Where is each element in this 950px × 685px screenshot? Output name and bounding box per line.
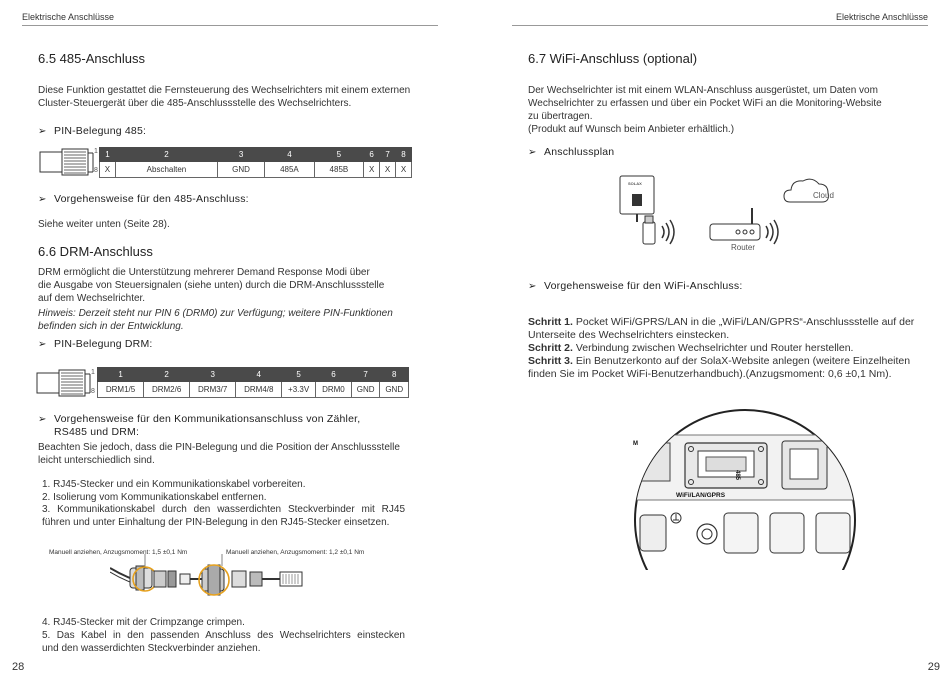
- paragraph-485-line1: Diese Funktion gestattet die Fernsteuerung des Wechselrichters mit einem externen: [38, 85, 411, 96]
- page-number-right: 29: [927, 661, 940, 673]
- cable-assembly-illustration: [110, 552, 325, 604]
- paragraph-485-line2: Cluster-Steuergerät über die 485-Anschlussstelle des Wechselrichters.: [38, 98, 352, 109]
- pin485-header-cell: 5: [314, 148, 363, 162]
- connector-pin8-label: 8: [94, 167, 98, 174]
- wifi-step-3-line1: Schritt 3. Ein Benutzerkonto auf der SolaX-Website anlegen (weitere Einzelheiten: [528, 355, 911, 367]
- pindrm-header-cell: 8: [380, 368, 409, 382]
- pin485-header-cell: 8: [396, 148, 412, 162]
- drm-note-line1: Hinweis: Derzeit steht nur PIN 6 (DRM0) zur Verfügung; weitere PIN-Funktionen: [38, 308, 393, 319]
- pin485-value-cell: X: [100, 162, 116, 178]
- connector-pin1-label: 1: [94, 148, 98, 155]
- pindrm-table: [97, 367, 409, 398]
- right-page: [475, 0, 950, 685]
- cloud-label: Cloud: [813, 191, 834, 200]
- proc485-text: Siehe weiter unten (Seite 28).: [38, 219, 170, 230]
- paragraph-drm-line2: die Ausgabe von Steuersignalen (siehe unten) durch die DRM-Anschlussstelle: [38, 280, 385, 291]
- pindrm-header-cell: 4: [236, 368, 282, 382]
- arrow-bullet-icon: ➢: [38, 414, 47, 425]
- running-header-left: Elektrische Anschlüsse: [22, 12, 115, 22]
- wifi-step-3-line2: finden Sie im Pocket WiFi-Benutzerhandbuch).(Anzugsmoment: 0,6 ±0,1 Nm).: [528, 368, 892, 380]
- wifi-step-1-line1: Schritt 1. Pocket WiFi/GPRS/LAN in die „WiFi/LAN/GPRS“-Anschlussstelle auf der: [528, 316, 915, 328]
- pin485-header-cell: 7: [380, 148, 396, 162]
- page-number-left: 28: [12, 661, 25, 673]
- paragraph-wifi-line4: (Produkt auf Wunsch beim Anbieter erhältlich.): [528, 124, 735, 135]
- torque-caption-2: Manuell anziehen, Anzugsmoment: 1,2 ±0,1 Nm: [226, 549, 365, 556]
- pindrm-header-cell: 2: [144, 368, 190, 382]
- connector-pin8-label: 8: [91, 388, 95, 395]
- pin485-header-row: [100, 148, 412, 162]
- pindrm-header-cell: 5: [282, 368, 316, 382]
- pin485-table: [99, 147, 412, 178]
- header-divider-right: [512, 25, 928, 26]
- section-title-485: 6.5 485-Anschluss: [38, 51, 145, 66]
- pin485-value-cell: X: [380, 162, 396, 178]
- arrow-bullet-icon: ➢: [38, 339, 47, 350]
- paragraph-wifi-line2: Wechselrichter zu erfassen und über ein Pocket WiFi an die Monitoring-Website: [528, 98, 882, 109]
- connector-pin1-label: 1: [91, 369, 95, 376]
- comm-step-3-line1: 3. Kommunikationskabel durch den wasserdichten Steckverbinder mit RJ45: [42, 504, 405, 515]
- pin485-header-cell: 1: [100, 148, 116, 162]
- pindrm-value-cell: GND: [380, 382, 409, 398]
- arrow-bullet-icon: ➢: [38, 194, 47, 205]
- plan-heading: ➢ Anschlussplan: [528, 146, 615, 158]
- pindrm-header-cell: 6: [315, 368, 351, 382]
- wifi-step-2: Schritt 2. Verbindung zwischen Wechselrichter und Router herstellen.: [528, 342, 854, 354]
- comm-step-5-line1: 5. Das Kabel in den passenden Anschluss des Wechselrichters einstecken: [42, 630, 405, 641]
- torque-caption-1: Manuell anziehen, Anzugsmoment: 1,5 ±0,1 Nm: [49, 549, 188, 556]
- inverter-port-closeup: [630, 405, 860, 570]
- paragraph-wifi-line1: Der Wechselrichter ist mit einem WLAN-Anschluss ausgerüstet, um Daten vom: [528, 85, 878, 96]
- procwifi-heading: ➢ Vorgehensweise für den WiFi-Anschluss:: [528, 280, 743, 292]
- proccomm-text-line1: Beachten Sie jedoch, dass die PIN-Belegung und die Position der Anschlussstelle: [38, 442, 400, 453]
- pindrm-value-cell: DRM3/7: [190, 382, 236, 398]
- header-divider-left: [22, 25, 438, 26]
- paragraph-drm-line1: DRM ermöglicht die Unterstützung mehrerer Demand Response Modi über: [38, 267, 370, 278]
- port-m-label: M: [633, 441, 638, 447]
- pindrm-value-cell: DRM0: [315, 382, 351, 398]
- proccomm-heading-line1: ➢ Vorgehensweise für den Kommunikationsanschluss von Zähler,: [38, 413, 361, 425]
- section-title-wifi: 6.7 WiFi-Anschluss (optional): [528, 51, 698, 66]
- comm-step-3-line2: führen und unter Einhaltung der PIN-Belegung in den RJ45-Stecker einsetzen.: [42, 517, 390, 528]
- pin485-value-cell: Abschalten: [115, 162, 217, 178]
- pin485-header-cell: 6: [364, 148, 380, 162]
- section-title-drm: 6.6 DRM-Anschluss: [38, 244, 153, 259]
- pin485-value-cell: X: [396, 162, 412, 178]
- pindrm-value-cell: DRM2/6: [144, 382, 190, 398]
- pindrm-header-cell: 3: [190, 368, 236, 382]
- pindrm-value-cell: GND: [351, 382, 380, 398]
- pindrm-heading: ➢ PIN-Belegung DRM:: [38, 338, 153, 350]
- wifi-step-1-line2: Unterseite des Wechselrichters einstecken.: [528, 329, 730, 341]
- pin485-header-cell: 4: [265, 148, 314, 162]
- pindrm-value-cell: DRM1/5: [98, 382, 144, 398]
- pindrm-header-cell: 7: [351, 368, 380, 382]
- proccomm-text-line2: leicht unterschiedlich sind.: [38, 455, 155, 466]
- rj45-connector-icon: [35, 367, 97, 399]
- comm-step-5-line2: und den wasserdichten Steckverbinder anziehen.: [42, 643, 261, 654]
- pindrm-header-row: [98, 368, 409, 382]
- paragraph-drm-line3: auf dem Wechselrichter.: [38, 293, 146, 304]
- arrow-bullet-icon: ➢: [528, 281, 537, 292]
- pindrm-value-cell: +3.3V: [282, 382, 316, 398]
- running-header-right: Elektrische Anschlüsse: [835, 12, 928, 22]
- proc485-heading: ➢ Vorgehensweise für den 485-Anschluss:: [38, 193, 249, 205]
- drm-note-line2: befinden sich in der Entwicklung.: [38, 321, 184, 332]
- comm-step-4: 4. RJ45-Stecker mit der Crimpzange crimpen.: [42, 617, 245, 628]
- arrow-bullet-icon: ➢: [38, 126, 47, 137]
- paragraph-wifi-line3: zu übertragen.: [528, 111, 593, 122]
- comm-step-2: 2. Isolierung vom Kommunikationskabel entfernen.: [42, 492, 267, 503]
- pin485-value-cell: GND: [217, 162, 264, 178]
- pin485-value-cell: 485A: [265, 162, 314, 178]
- proccomm-heading-line2: RS485 und DRM:: [54, 426, 140, 438]
- pin485-value-cell: 485B: [314, 162, 363, 178]
- wifi-port-label: WiFi/LAN/GPRS: [676, 492, 726, 499]
- port-485-label: 485: [734, 469, 741, 481]
- arrow-bullet-icon: ➢: [528, 147, 537, 158]
- rj45-connector-icon: [38, 146, 100, 178]
- pindrm-value-row: [98, 382, 409, 398]
- comm-step-1: 1. RJ45-Stecker und ein Kommunikationskabel vorbereiten.: [42, 479, 306, 490]
- router-label: Router: [731, 243, 756, 252]
- pindrm-value-cell: DRM4/8: [236, 382, 282, 398]
- pindrm-header-cell: 1: [98, 368, 144, 382]
- pin485-heading: ➢ PIN-Belegung 485:: [38, 125, 147, 137]
- inverter-brand-label: SOLAX: [628, 181, 642, 186]
- pin485-value-row: [100, 162, 412, 178]
- pin485-header-cell: 2: [115, 148, 217, 162]
- pin485-header-cell: 3: [217, 148, 264, 162]
- pin485-value-cell: X: [364, 162, 380, 178]
